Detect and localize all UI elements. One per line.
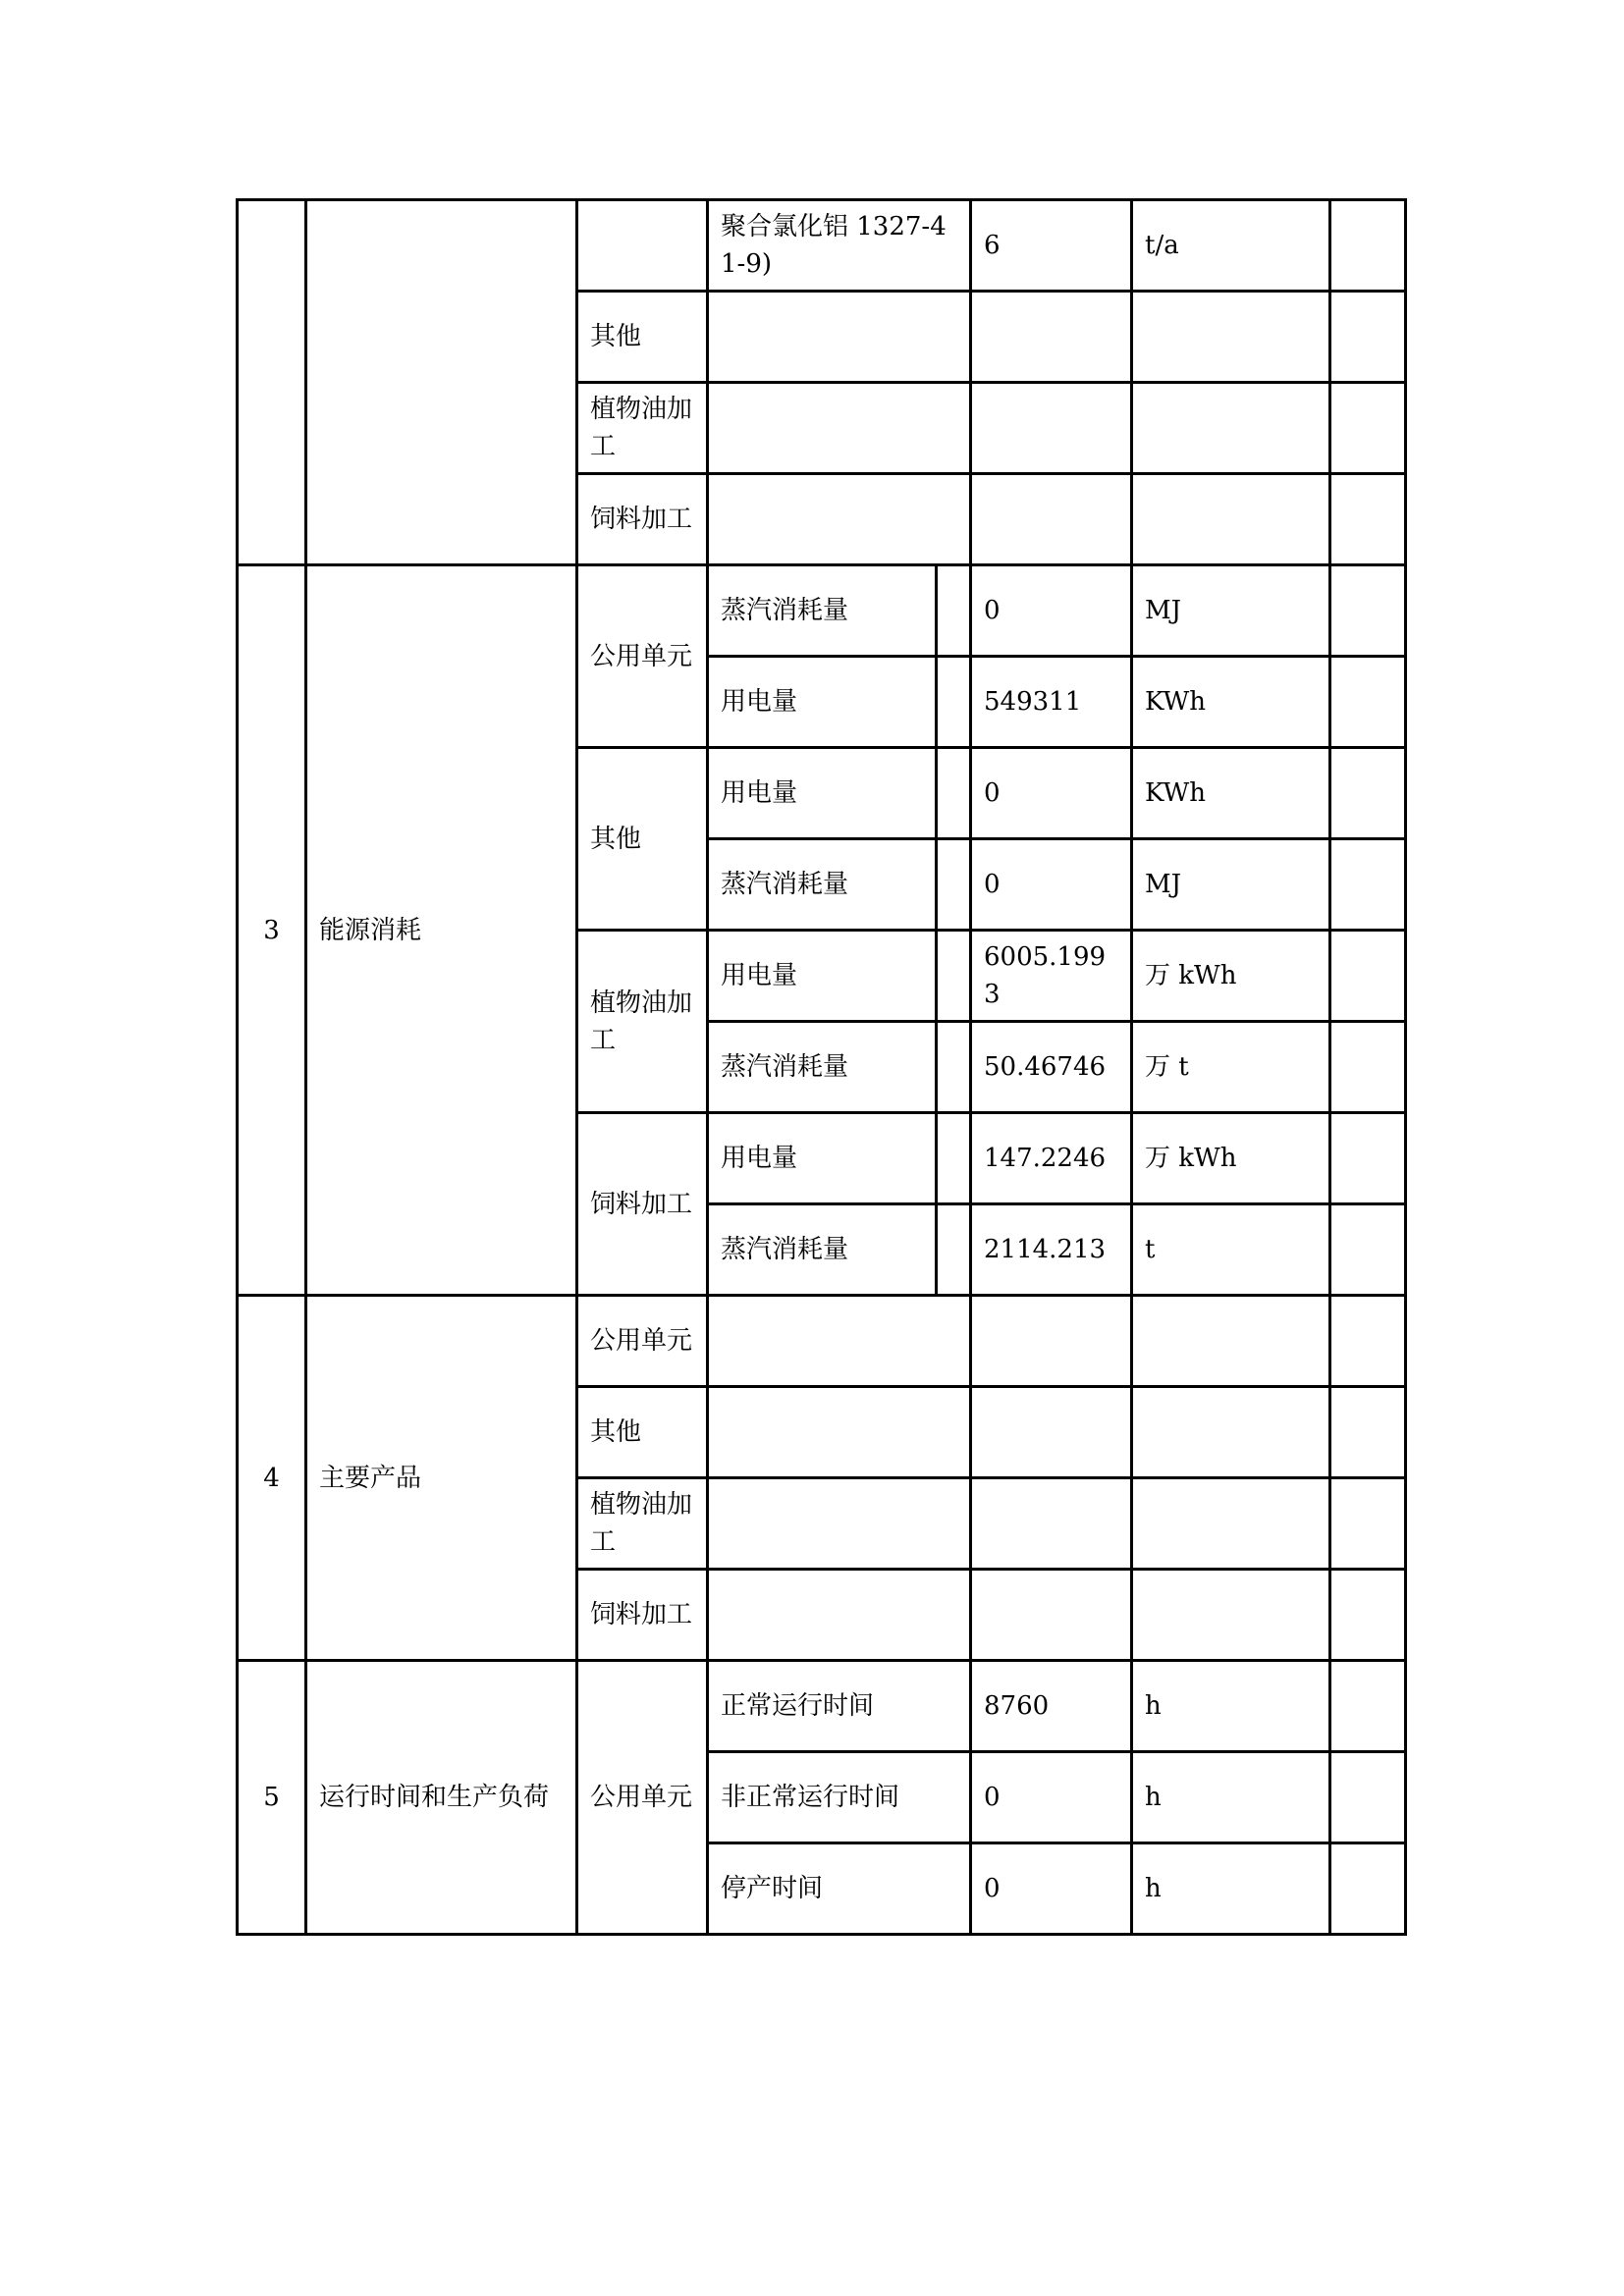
note-cell [1330,1296,1406,1387]
note-cell [1330,1022,1406,1113]
sub-unit-cell: 公用单元 [577,1296,708,1387]
spacer-cell [937,931,971,1022]
category-cell: 运行时间和生产负荷 [306,1661,577,1935]
table-row [238,1661,1406,1752]
unit-cell: h [1132,1843,1330,1935]
unit-cell: KWh [1132,748,1330,839]
row-number-cell: 4 [238,1296,306,1661]
data-table [236,198,1407,1936]
note-cell [1330,1204,1406,1296]
note-cell [1330,1843,1406,1935]
note-cell [1330,565,1406,657]
note-cell [1330,657,1406,748]
note-cell [1330,200,1406,292]
unit-cell: h [1132,1661,1330,1752]
note-cell [1330,474,1406,565]
spacer-cell [937,1113,971,1204]
note-cell [1330,748,1406,839]
item-cell [708,383,971,474]
spacer-cell [937,565,971,657]
unit-cell [1132,1478,1330,1570]
unit-cell [1132,1570,1330,1661]
spacer-cell [937,1204,971,1296]
item-cell: 蒸汽消耗量 [708,1204,937,1296]
value-cell: 6005.1993 [971,931,1132,1022]
unit-cell [1132,474,1330,565]
sub-unit-cell: 饲料加工 [577,1113,708,1296]
row-number-cell [238,200,306,565]
note-cell [1330,1387,1406,1478]
sub-unit-cell: 植物油加工 [577,1478,708,1570]
spacer-cell [937,657,971,748]
note-cell [1330,839,1406,931]
item-cell: 蒸汽消耗量 [708,1022,937,1113]
item-cell: 蒸汽消耗量 [708,839,937,931]
item-cell: 用电量 [708,657,937,748]
value-cell: 549311 [971,657,1132,748]
note-cell [1330,292,1406,383]
item-cell [708,292,971,383]
value-cell: 0 [971,748,1132,839]
unit-cell: 万 kWh [1132,1113,1330,1204]
unit-cell: MJ [1132,565,1330,657]
sub-unit-cell: 植物油加工 [577,383,708,474]
value-cell: 8760 [971,1661,1132,1752]
value-cell [971,292,1132,383]
value-cell: 0 [971,1752,1132,1843]
value-cell [971,474,1132,565]
value-cell: 147.2246 [971,1113,1132,1204]
data-table-container [236,198,1404,1936]
sub-unit-cell: 公用单元 [577,565,708,748]
sub-unit-cell: 其他 [577,1387,708,1478]
value-cell: 50.46746 [971,1022,1132,1113]
item-cell [708,474,971,565]
table-row [238,200,1406,292]
note-cell [1330,1113,1406,1204]
item-cell [708,1478,971,1570]
row-number-cell: 3 [238,565,306,1296]
item-cell: 停产时间 [708,1843,971,1935]
item-cell: 用电量 [708,748,937,839]
value-cell [971,383,1132,474]
spacer-cell [937,839,971,931]
value-cell: 0 [971,1843,1132,1935]
category-cell: 主要产品 [306,1296,577,1661]
value-cell: 0 [971,565,1132,657]
unit-cell [1132,1296,1330,1387]
sub-unit-cell: 植物油加工 [577,931,708,1113]
spacer-cell [937,748,971,839]
value-cell: 2114.213 [971,1204,1132,1296]
unit-cell: h [1132,1752,1330,1843]
value-cell: 0 [971,839,1132,931]
unit-cell: KWh [1132,657,1330,748]
sub-unit-cell: 饲料加工 [577,1570,708,1661]
item-cell: 非正常运行时间 [708,1752,971,1843]
item-cell [708,1387,971,1478]
row-number-cell: 5 [238,1661,306,1935]
unit-cell: t [1132,1204,1330,1296]
unit-cell: 万 t [1132,1022,1330,1113]
item-cell [708,1570,971,1661]
spacer-cell [937,1022,971,1113]
table-row [238,565,1406,657]
item-cell: 蒸汽消耗量 [708,565,937,657]
unit-cell [1132,292,1330,383]
sub-unit-cell: 其他 [577,292,708,383]
item-cell: 正常运行时间 [708,1661,971,1752]
unit-cell: MJ [1132,839,1330,931]
sub-unit-cell: 饲料加工 [577,474,708,565]
value-cell [971,1570,1132,1661]
value-cell: 6 [971,200,1132,292]
note-cell [1330,1570,1406,1661]
value-cell [971,1387,1132,1478]
item-cell: 用电量 [708,931,937,1022]
category-cell: 能源消耗 [306,565,577,1296]
note-cell [1330,1752,1406,1843]
note-cell [1330,1478,1406,1570]
note-cell [1330,1661,1406,1752]
note-cell [1330,931,1406,1022]
item-cell: 聚合氯化铝 1327-41-9) [708,200,971,292]
value-cell [971,1478,1132,1570]
table-row [238,1296,1406,1387]
note-cell [1330,383,1406,474]
unit-cell [1132,1387,1330,1478]
item-cell [708,1296,971,1387]
sub-unit-cell [577,200,708,292]
unit-cell [1132,383,1330,474]
item-cell: 用电量 [708,1113,937,1204]
sub-unit-cell: 公用单元 [577,1661,708,1935]
category-cell [306,200,577,565]
value-cell [971,1296,1132,1387]
sub-unit-cell: 其他 [577,748,708,931]
unit-cell: 万 kWh [1132,931,1330,1022]
unit-cell: t/a [1132,200,1330,292]
